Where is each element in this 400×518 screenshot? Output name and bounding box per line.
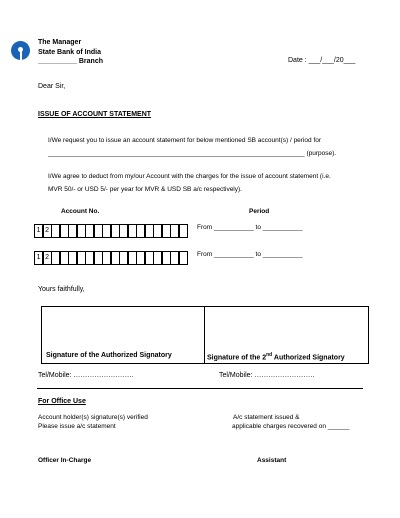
- officer-label: Officer In-Charge: [38, 457, 92, 464]
- office-right-line-2: applicable charges recovered on ______: [232, 423, 350, 430]
- account-number-boxes[interactable]: [34, 251, 188, 265]
- account-number-boxes[interactable]: [34, 224, 188, 238]
- divider: [37, 388, 363, 389]
- account-no-header: Account No.: [61, 208, 100, 215]
- period-field[interactable]: From ___________ to ___________: [197, 224, 303, 231]
- digit-box[interactable]: 1: [34, 251, 43, 265]
- office-right-line-1: A/c statement issued &: [233, 414, 300, 421]
- purpose-field[interactable]: _______________________________________________________________________ (purpose).: [48, 150, 337, 157]
- agreement-line-2: MVR 50/- or USD 5/- per year for MVR & USD SB a/c respectively).: [48, 186, 242, 193]
- agreement-line-1: I/We agree to deduct from my/our Account with the charges for the issue of account statement (i.e.: [48, 173, 331, 180]
- period-field[interactable]: From ___________ to ___________: [197, 251, 303, 258]
- signature-label-1: Signature of the Authorized Signatory: [46, 352, 172, 359]
- date-line[interactable]: Date : ___/___/20___: [288, 57, 356, 64]
- request-line-1: I/We request you to issue an account statement for below mentioned SB account(s) / period for: [48, 137, 322, 144]
- digit-box[interactable]: [179, 224, 188, 238]
- period-header: Period: [249, 208, 270, 215]
- digit-box[interactable]: [179, 251, 188, 265]
- subject-heading: ISSUE OF ACCOUNT STATEMENT: [38, 111, 152, 118]
- closing: Yours faithfully,: [38, 286, 85, 293]
- salutation: Dear Sir,: [38, 83, 66, 90]
- sbi-logo-icon: [11, 41, 30, 60]
- office-left-line-2: Please issue a/c statement: [38, 423, 116, 430]
- signature-label-2-suffix: Authorized Signatory: [272, 354, 345, 362]
- digit-box[interactable]: 2: [43, 224, 52, 238]
- signature-label-2: [207, 352, 345, 361]
- office-use-title: For Office Use: [38, 398, 86, 405]
- tel-field-1[interactable]: Tel/Mobile: ……………………..: [38, 372, 134, 379]
- office-left-line-1: Account holder(s) signature(s) verified: [38, 414, 148, 421]
- addressee-line: State Bank of India: [38, 48, 102, 56]
- tel-field-2[interactable]: Tel/Mobile: ……………………..: [219, 372, 315, 379]
- addressee-block: [38, 38, 103, 67]
- digit-box[interactable]: 1: [34, 224, 43, 238]
- addressee-line: __________ Branch: [38, 58, 103, 65]
- assistant-label: Assistant: [257, 457, 287, 464]
- digit-box[interactable]: 2: [43, 251, 52, 265]
- signature-label-2-prefix: Signature of the 2: [207, 354, 267, 362]
- addressee-line: The Manager: [38, 39, 82, 46]
- signature-label-2-sup: nd: [266, 352, 273, 358]
